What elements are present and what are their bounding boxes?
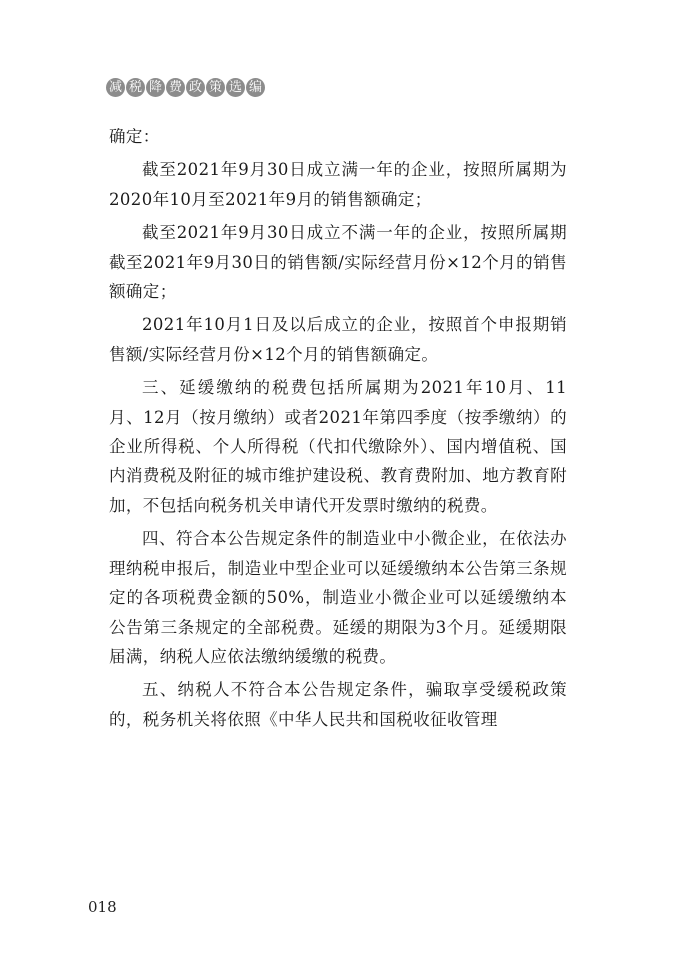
header-char: 选	[226, 78, 245, 97]
paragraph-established-full-year: 截至2021年9月30日成立满一年的企业，按照所属期为2020年10月至2021年9月的销售额确定；	[109, 160, 567, 209]
paragraph-article-three: 三、延缓缴纳的税费包括所属期为2021年10月、11月、12月（按月缴纳）或者2021年第四季度（按季缴纳）的企业所得税、个人所得税（代扣代缴除外）、国内增值税、国内消费税及附征的城市维护建设税、教育费附加、地方教育附加，不包括向税务机关申请代开发票时缴纳的税费。	[109, 378, 567, 515]
paragraph-continuation: 确定：	[109, 127, 160, 146]
header-char: 编	[246, 78, 265, 97]
paragraph-established-less-than-year: 截至2021年9月30日成立不满一年的企业，按照所属期截至2021年9月30日的销售额/实际经营月份×12个月的销售额确定；	[109, 223, 567, 302]
header-char: 策	[206, 78, 225, 97]
paragraph-established-after-oct: 2021年10月1日及以后成立的企业，按照首个申报期销售额/实际经营月份×12个月的销售额确定。	[109, 315, 567, 364]
header-char: 费	[166, 78, 185, 97]
page-number: 018	[88, 898, 117, 916]
paragraph-article-four: 四、符合本公告规定条件的制造业中小微企业，在依法办理纳税申报后，制造业中型企业可以延缓缴纳本公告第三条规定的各项税费金额的50%，制造业小微企业可以延缓缴纳本公告第三条规定的全部税费。延缓的期限为3个月。延缓期限届满，纳税人应依法缴纳缓缴的税费。	[109, 529, 567, 666]
body-text	[109, 122, 567, 734]
header-char: 减	[106, 78, 125, 97]
paragraph-article-five: 五、纳税人不符合本公告规定条件，骗取享受缓税政策的，税务机关将依照《中华人民共和国税收征收管理	[109, 680, 567, 729]
header-char: 降	[146, 78, 165, 97]
header-char: 税	[126, 78, 145, 97]
running-header	[106, 78, 265, 104]
header-char: 政	[186, 78, 205, 97]
